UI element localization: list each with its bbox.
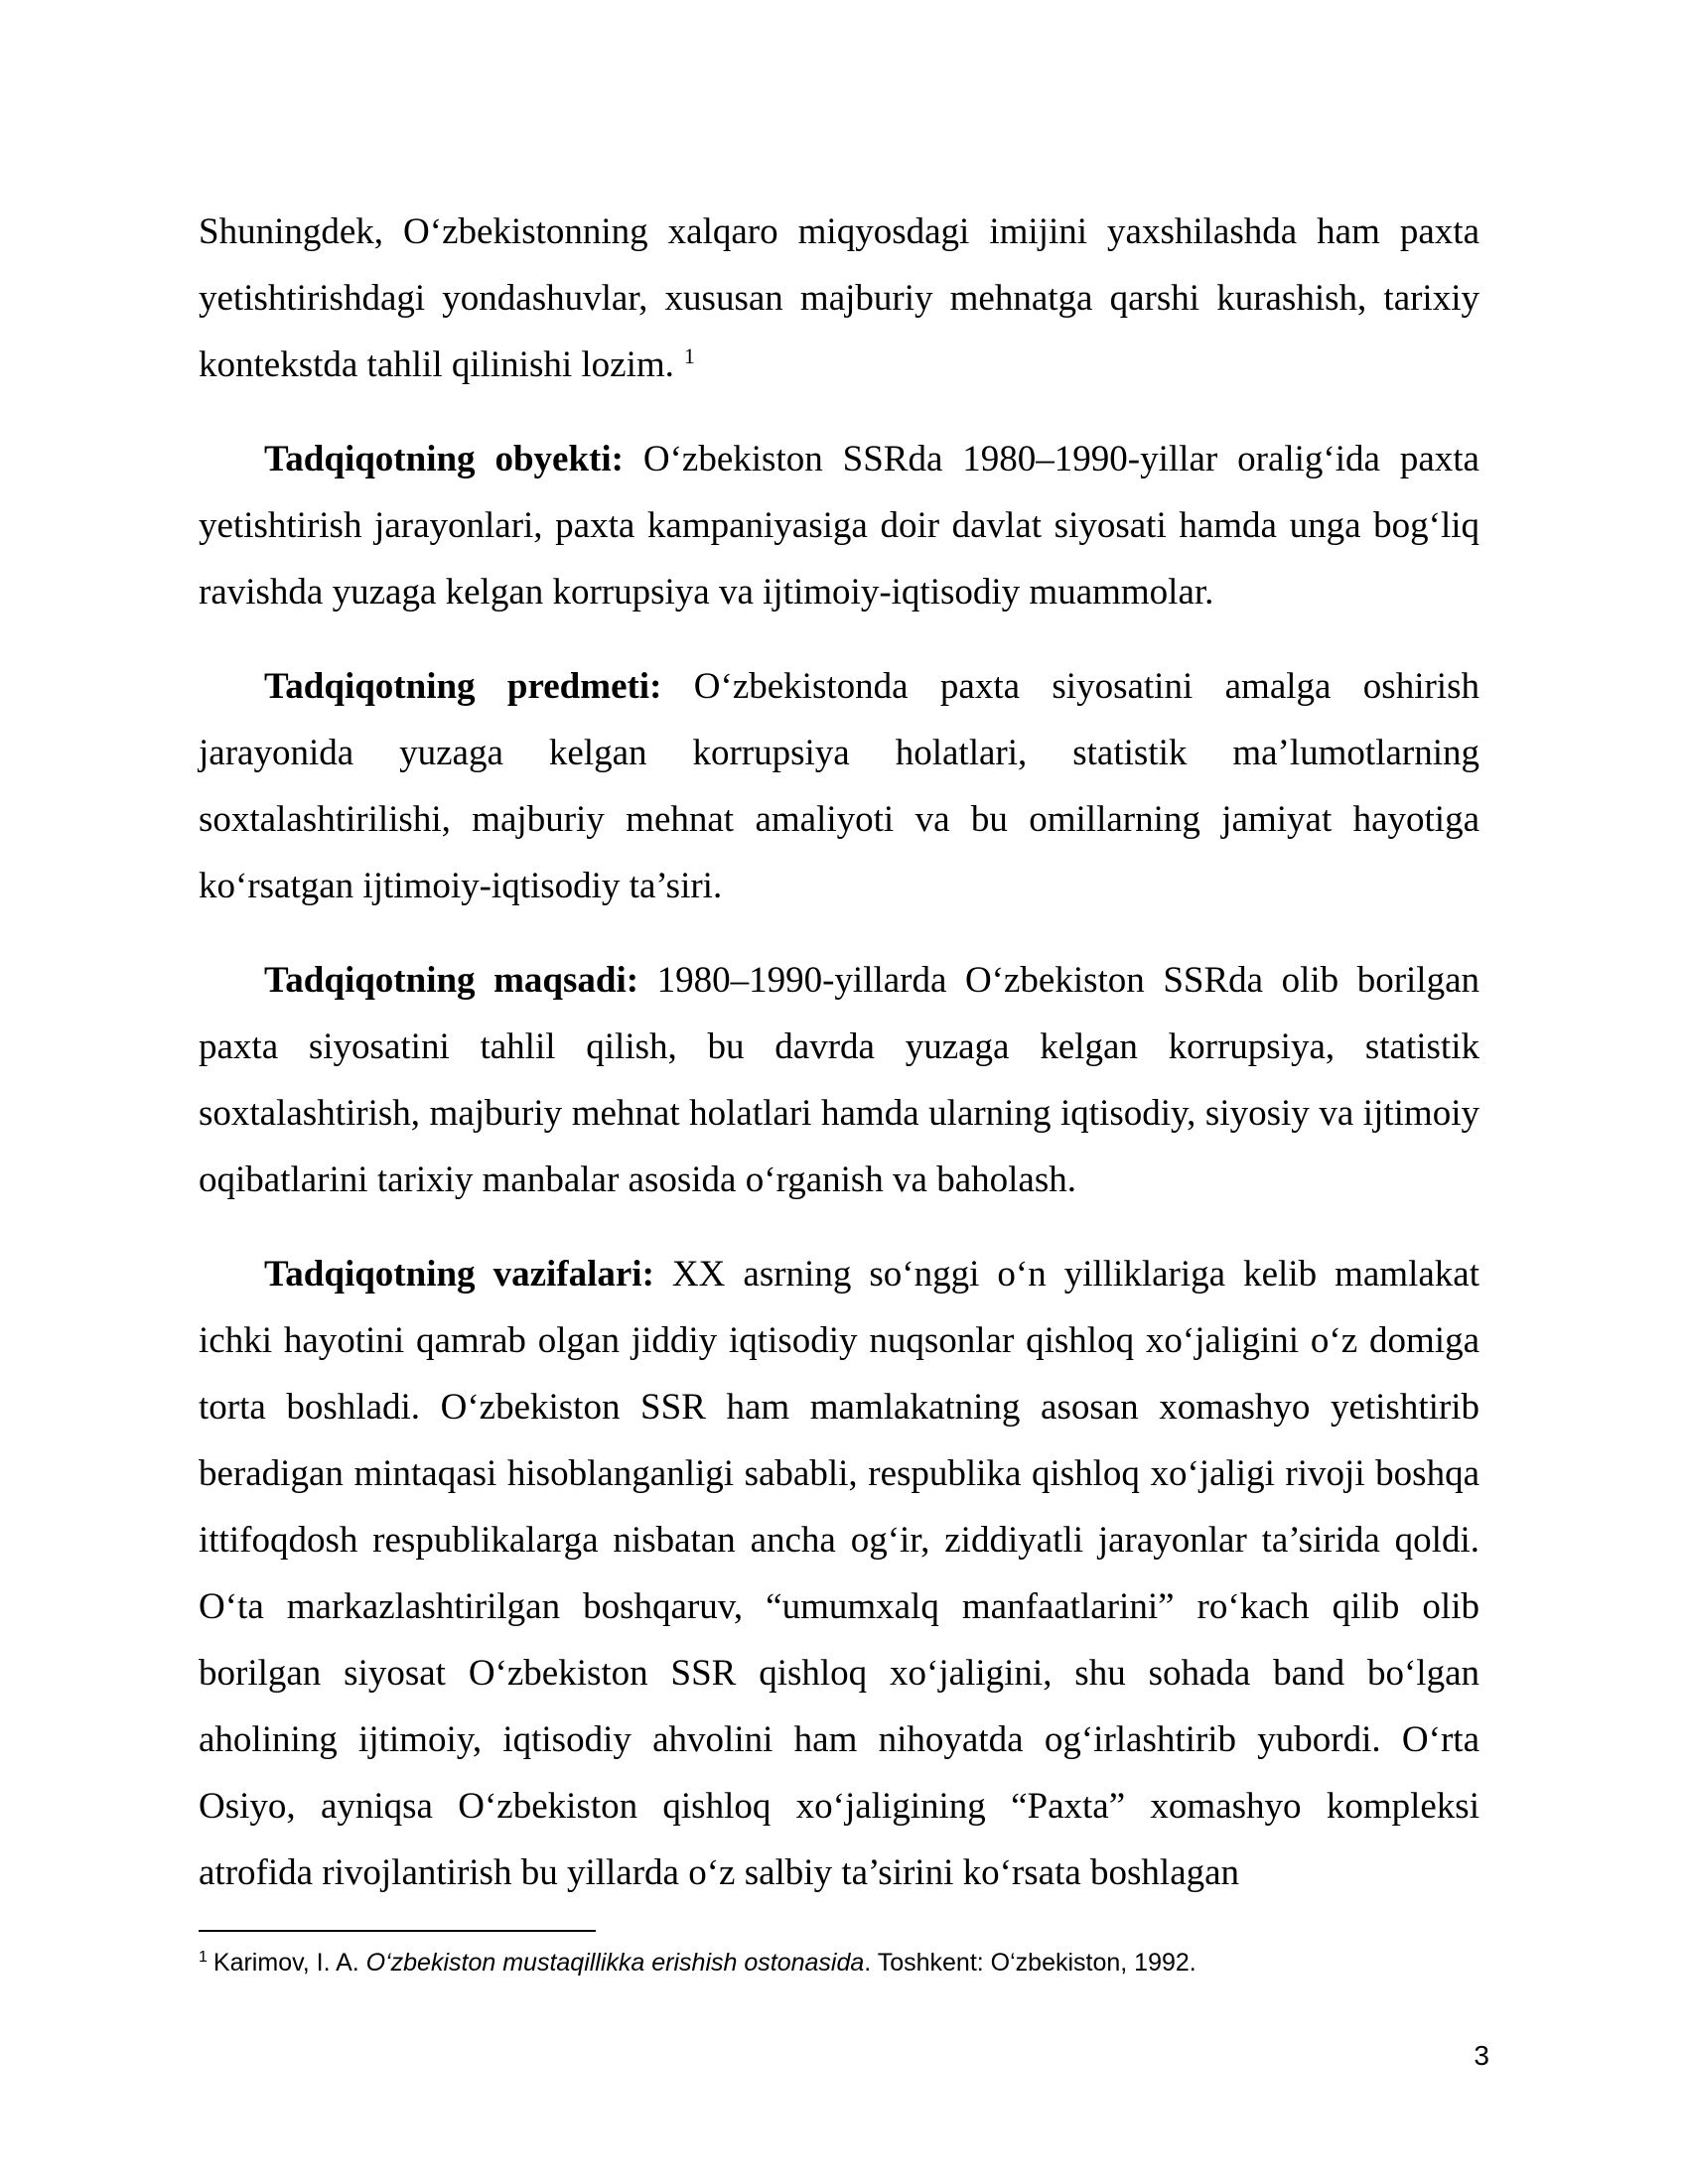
paragraph-intro: [199, 199, 1479, 398]
paragraph-tasks-text: XX asrning so‘nggi o‘n yilliklariga kelib mamlakat ichki hayotini qamrab olgan jiddiy iqtisodiy nuqsonlar qishloq xo‘jaligini o‘z domiga torta boshladi. O‘zbekiston SSR ham mamlakatning asosan xomashyo yetishtirib beradigan mintaqasi hisoblanganligi sababli, respublika qishloq xo‘jaligi rivoji boshqa ittifoqdosh respublikalarga nisbatan ancha og‘ir, ziddiyatli jarayonlar ta’sirida qoldi. O‘ta markazlashtirilgan boshqaruv, “umumxalq manfaatlarini” ro‘kach qilib olib borilgan siyosat O‘zbekiston SSR qishloq xo‘jaligini, shu sohada band bo‘lgan aholining ijtimoiy, iqtisodiy ahvolini ham nihoyatda og‘irlashtirib yubordi. O‘rta Osiyo, ayniqsa O‘zbekiston qishloq xo‘jaligining “Paxta” xomashyo kompleksi atrofida rivojlantirish bu yillarda o‘z salbiy ta’sirini ko‘rsata boshlagan: [199, 1254, 1479, 1893]
paragraph-object: [199, 426, 1479, 625]
paragraph-intro-text: Shuningdek, O‘zbekistonning xalqaro miqyosdagi imijini yaxshilashda ham paxta yetishtirishdagi yondashuvlar, xususan majburiy mehnatga qarshi kurashish, tarixiy kontekstda tahlil qilinishi lozim.: [199, 211, 1479, 385]
paragraph-goal-text: 1980–1990-yillarda O‘zbekiston SSRda olib borilgan paxta siyosatini tahlil qilish, bu davrda yuzaga kelgan korrupsiya, statistik soxtalashtirish, majburiy mehnat holatlari hamda ularning iqtisodiy, siyosiy va ijtimoiy oqibatlarini tarixiy manbalar asosida o‘rganish va baholash.: [199, 960, 1479, 1200]
paragraph-subject-lead: Tadqiqotning predmeti:: [264, 666, 662, 707]
footnote-mark: 1: [199, 1948, 208, 1966]
footnote-separator: [199, 1930, 596, 1932]
paragraph-object-lead: Tadqiqotning obyekti:: [264, 439, 624, 479]
footnote: [199, 1946, 1479, 1979]
footnote-reference[interactable]: 1: [683, 342, 695, 368]
footnote-rest: . Toshkent: O‘zbekiston, 1992.: [864, 1949, 1196, 1977]
paragraph-goal: [199, 947, 1479, 1213]
footnote-title: O‘zbekiston mustaqillikka erishish ostonasida: [365, 1949, 865, 1977]
footnote-author: Karimov, I. A.: [212, 1949, 366, 1977]
page-number: 3: [1474, 2040, 1489, 2071]
paragraph-subject-text: O‘zbekistonda paxta siyosatini amalga oshirish jarayonida yuzaga kelgan korrupsiya holatlari, statistik ma’lumotlarning soxtalashtirilishi, majburiy mehnat amaliyoti va bu omillarning jamiyat hayotiga ko‘rsatgan ijtimoiy-iqtisodiy ta’siri.: [199, 666, 1479, 906]
paragraph-goal-lead: Tadqiqotning maqsadi:: [264, 960, 639, 1001]
paragraph-tasks: [199, 1241, 1479, 1906]
paragraph-tasks-lead: Tadqiqotning vazifalari:: [264, 1254, 654, 1295]
paragraph-subject: [199, 653, 1479, 919]
main-text: [199, 199, 1479, 1906]
paragraph-object-text: O‘zbekiston SSRda 1980–1990-yillar oralig‘ida paxta yetishtirish jarayonlari, paxta kampaniyasiga doir davlat siyosati hamda unga bog‘liq ravishda yuzaga kelgan korrupsiya va ijtimoiy-iqtisodiy muammolar.: [199, 439, 1479, 613]
